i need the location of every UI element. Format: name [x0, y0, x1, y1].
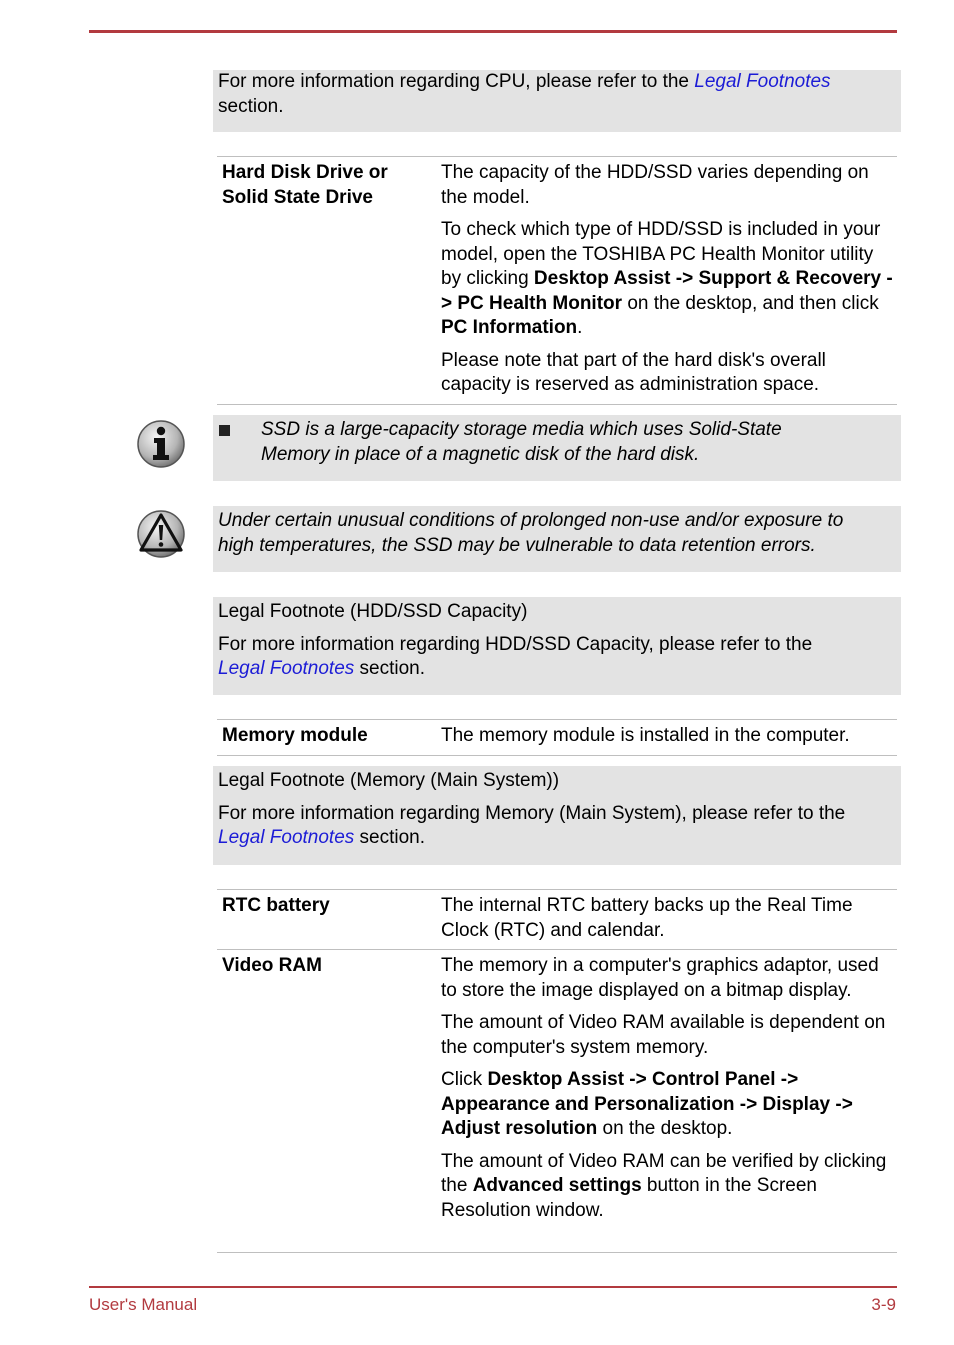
header-rule — [89, 30, 897, 33]
vram-click-text: Click Desktop Assist -> Control Panel -> Appearance and Personalization -> Display -> Adjust resolution on the desktop. — [441, 1069, 853, 1139]
table-row-rtc — [217, 890, 897, 950]
memory-spec-table — [217, 719, 897, 756]
info-note-text: SSD is a large-capacity storage media which uses Solid-State Memory in place of a magnetic disk of the hard disk. — [261, 419, 782, 465]
legal-footnotes-link[interactable]: Legal Footnotes — [694, 71, 831, 92]
info-note-box — [213, 415, 901, 481]
table-row-memory — [217, 720, 897, 756]
warning-note-text: Under certain unusual conditions of prolonged non-use and/or exposure to high temperatures, the SSD may be vulnerable to data retention errors. — [218, 510, 844, 556]
hdd-capacity-text: The capacity of the HDD/SSD varies depending on the model. — [441, 162, 869, 208]
hdd-footnote-title: Legal Footnote (HDD/SSD Capacity) — [218, 601, 528, 622]
hdd-spec-table — [217, 156, 897, 405]
bullet-square-icon — [219, 425, 230, 436]
warning-note-box — [213, 506, 901, 572]
hdd-description — [441, 157, 897, 404]
hdd-footnote-text: For more information regarding HDD/SSD Capacity, please refer to the Legal Footnotes section. — [218, 633, 813, 679]
vram-definition-text: The memory in a computer's graphics adaptor, used to store the image displayed on a bitmap display. — [441, 955, 879, 1001]
memory-term: Memory module — [222, 725, 368, 746]
vram-term: Video RAM — [222, 955, 322, 976]
vram-verify-text: The amount of Video RAM can be verified by clicking the Advanced settings button in the Screen Resolution window. — [441, 1150, 887, 1221]
footer-rule — [89, 1286, 897, 1288]
info-icon — [136, 419, 186, 469]
vram-description — [441, 950, 897, 1252]
cpu-footnote-text: For more information regarding CPU, please refer to the Legal Footnotes section. — [218, 71, 831, 117]
table-row-vram — [217, 950, 897, 1253]
hdd-reserved-text: Please note that part of the hard disk's overall capacity is reserved as administration space. — [441, 349, 826, 395]
memory-footnote-text: For more information regarding Memory (Main System), please refer to the Legal Footnotes section. — [218, 802, 846, 848]
vram-amount-text: The amount of Video RAM available is dependent on the computer's system memory. — [441, 1012, 886, 1058]
memory-description: The memory module is installed in the computer. — [441, 725, 850, 746]
hdd-term: Hard Disk Drive or Solid State Drive — [222, 162, 388, 208]
cpu-footnote-box — [213, 70, 901, 132]
table-row-hdd — [217, 157, 897, 405]
footer-page-number: 3-9 — [871, 1295, 896, 1314]
legal-footnotes-link[interactable]: Legal Footnotes — [218, 658, 355, 679]
rtc-description: The internal RTC battery backs up the Real Time Clock (RTC) and calendar. — [441, 895, 853, 941]
hdd-legal-footnote-box — [213, 597, 901, 695]
footer-manual-title: User's Manual — [89, 1295, 198, 1314]
warning-icon — [136, 509, 186, 559]
rtc-vram-spec-table — [217, 889, 897, 1253]
hdd-check-text: To check which type of HDD/SSD is included in your model, open the TOSHIBA PC Health Monitor utility by clicking Desktop Assist -> Support & Recovery -> PC Health Monitor on the desktop, and then click PC Information. — [441, 219, 893, 338]
memory-footnote-title: Legal Footnote (Memory (Main System)) — [218, 770, 560, 791]
legal-footnotes-link[interactable]: Legal Footnotes — [218, 827, 355, 848]
memory-legal-footnote-box — [213, 766, 901, 865]
rtc-term: RTC battery — [222, 895, 330, 916]
